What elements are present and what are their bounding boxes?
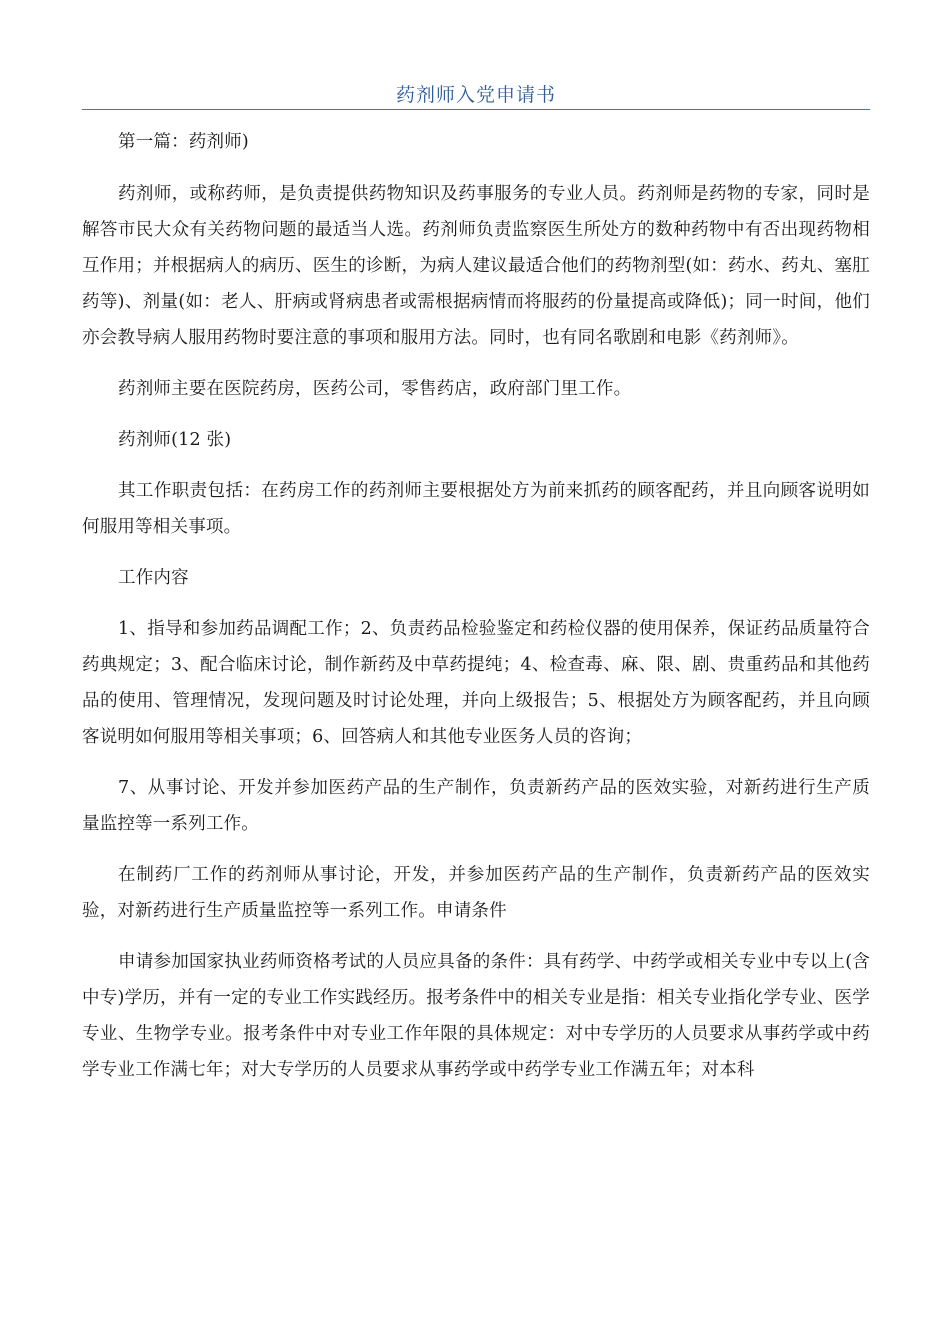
paragraph-image-caption: 药剂师(12 张) [118, 430, 232, 450]
paragraph-definition: 药剂师，或称药师，是负责提供药物知识及药事服务的专业人员。药剂师是药物的专家，同时是解答市民大众有关药物问题的最适当人选。药剂师负责监察医生所处方的数种药物中有否出现药物相互作用；并根据病人的病历、医生的诊断，为病人建议最适合他们的药物剂型(如：药水、药丸、塞肛药等)、剂量(如：老人、肝病或肾病患者或需根据病情而将服药的份量提高或降低)；同一时间，他们亦会教导病人服用药物时要注意的事项和服用方法。同时，也有同名歌剧和电影《药剂师》。 [82, 184, 870, 348]
paragraph-pharma-factory: 在制药厂工作的药剂师从事讨论，开发，并参加医药产品的生产制作，负责新药产品的医效实验，对新药进行生产质量监控等一系列工作。申请条件 [82, 865, 870, 921]
paragraph-work-content-list: 1、指导和参加药品调配工作；2、负责药品检验鉴定和药检仪器的使用保养，保证药品质量符合药典规定；3、配合临床讨论，制作新药及中草药提纯；4、检查毒、麻、限、剧、贵重药品和其他药品的使用、管理情况，发现问题及时讨论处理，并向上级报告；5、根据处方为顾客配药，并且向顾客说明如何服用等相关事项；6、回答病人和其他专业医务人员的咨询； [82, 619, 870, 747]
paragraph-item-7: 7、从事讨论、开发并参加医药产品的生产制作，负责新药产品的医效实验，对新药进行生产质量监控等一系列工作。 [82, 778, 870, 834]
document-page [82, 0, 870, 1088]
paragraph-work-content-heading: 工作内容 [118, 568, 189, 588]
paragraph-duties: 其工作职责包括：在药房工作的药剂师主要根据处方为前来抓药的顾客配药，并且向顾客说明如何服用等相关事项。 [82, 481, 870, 537]
title-divider [82, 109, 870, 110]
paragraph-section-heading: 第一篇：药剂师) [118, 132, 249, 152]
paragraph-requirements: 申请参加国家执业药师资格考试的人员应具备的条件：具有药学、中药学或相关专业中专以上(含中专)学历，并有一定的专业工作实践经历。报考条件中的相关专业是指：相关专业指化学专业、医学专业、生物学专业。报考条件中对专业工作年限的具体规定：对中专学历的人员要求从事药学或中药学专业工作满七年；对大专学历的人员要求从事药学或中药学专业工作满五年；对本科 [82, 952, 870, 1080]
document-title: 药剂师入党申请书 [395, 84, 556, 106]
paragraph-workplaces: 药剂师主要在医院药房，医药公司，零售药店，政府部门里工作。 [118, 379, 632, 399]
